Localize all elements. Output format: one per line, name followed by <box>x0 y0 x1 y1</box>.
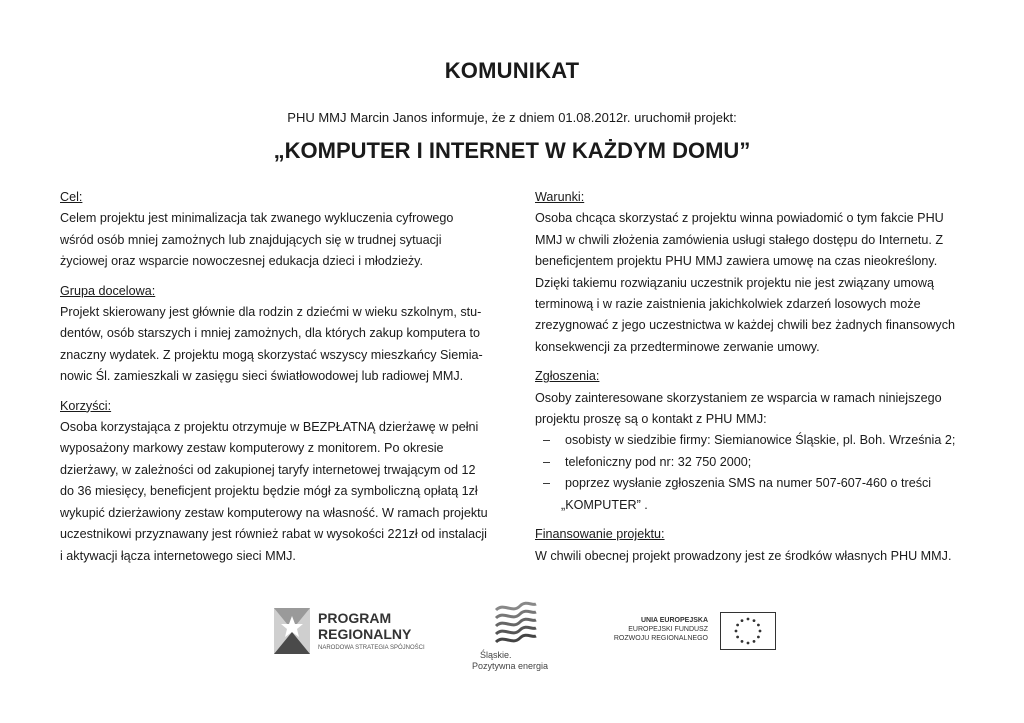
list-item <box>543 452 975 473</box>
section-body <box>535 208 975 358</box>
body-line: beneficjentem projektu PHU MMJ zawiera umowę na czas nieokreślony. <box>535 254 938 269</box>
body-line: wykupić dzierżawiony zestaw komputerowy na własność. W ramach projektu <box>60 505 488 520</box>
section-body <box>535 388 975 431</box>
body-line: do 36 miesięcy, beneficjent projektu będzie mógł za symboliczną opłatą 1zł <box>60 484 478 499</box>
section-heading: Warunki: <box>535 190 585 204</box>
body-line: wyposażony markowy zestaw komputerowy z monitorem. Po okresie <box>60 441 444 456</box>
body-line: terminową i w razie zaistnienia jakichkolwiek zdarzeń losowych może <box>535 297 921 312</box>
body-line: życiowej oraz wsparcie nowoczesnej edukacja dzieci i młodzieży. <box>60 254 424 269</box>
page-title: KOMUNIKAT <box>444 58 580 83</box>
section-korzysci <box>60 396 500 567</box>
body-line: Celem projektu jest minimalizacja tak zwanego wykluczenia cyfrowego <box>60 211 454 226</box>
body-line: zrezygnować z jego uczestnictwa w każdej chwili bez żadnych finansowych <box>535 318 955 333</box>
section-heading: Zgłoszenia: <box>535 369 600 384</box>
body-line: Projekt skierowany jest głównie dla rodzin z dziećmi w wieku szkolnym, stu- <box>60 305 482 320</box>
sms-text: „KOMPUTER” . <box>561 497 648 512</box>
section-heading: Cel: <box>60 190 83 204</box>
program-line2: REGIONALNY <box>318 626 412 642</box>
body-line: Dzięki takiemu rozwiązaniu uczestnik projektu nie jest związany umową <box>535 275 934 290</box>
body-line: Osoba chcąca skorzystać z projektu winna powiadomić o tym fakcie PHU <box>535 211 944 226</box>
program-regionalny-emblem-icon <box>270 606 314 656</box>
eu-logo <box>600 612 780 656</box>
section-heading: Korzyści: <box>60 398 112 413</box>
body-line: konsekwencji za przedterminowe zerwanie umowy. <box>535 339 820 354</box>
eu-flag-icon <box>720 612 776 650</box>
list-item <box>543 430 975 451</box>
body-line: projektu proszę są o kontakt z PHU MMJ: <box>535 412 767 427</box>
body-line: znaczny wydatek. Z projektu mogą skorzystać wszyscy mieszkańcy Siemia- <box>60 347 483 362</box>
body-line: nowic Śl. zamieszkali w zasięgu sieci światłowodowej lub radiowej MMJ. <box>60 369 464 384</box>
dash-marker: – <box>543 433 551 448</box>
slaskie-line2: Pozytywna energia <box>472 661 549 671</box>
body-line: W chwili obecnej projekt prowadzony jest ze środków własnych PHU MMJ. <box>535 548 952 563</box>
section-body <box>60 208 500 272</box>
body-line: i aktywacji łącza internetowego sieci MMJ. <box>60 548 296 563</box>
right-column <box>535 187 975 575</box>
eu-line2: EUROPEJSKI FUNDUSZ <box>628 626 708 633</box>
project-name: „KOMPUTER I INTERNET W KAŻDYM DOMU” <box>273 138 751 163</box>
slaskie-logo <box>470 600 560 672</box>
program-line1: PROGRAM <box>318 610 392 626</box>
slaskie-line1: Śląskie. <box>480 650 512 660</box>
body-line: dzierżawy, w zależności od zakupionej taryfy internetowej trwającym od 12 <box>60 462 476 477</box>
list-item <box>543 473 975 516</box>
body-line: uczestnikowi przyznawany jest również rabat w wysokości 221zł od instalacji <box>60 527 487 542</box>
slaskie-waves-icon <box>490 600 540 648</box>
list-item-text: telefoniczny pod nr: 32 750 2000; <box>565 454 752 469</box>
body-line: Osoba korzystająca z projektu otrzymuje w BEZPŁATNĄ dzierżawę w pełni <box>60 420 479 435</box>
eu-line3: ROZWOJU REGIONALNEGO <box>613 635 708 642</box>
dash-marker: – <box>543 476 551 491</box>
section-grupa-docelowa <box>60 281 500 388</box>
eu-text <box>614 616 708 643</box>
body-line: dentów, osób starszych i mniej zamożnych, dla których zakup komputera to <box>60 326 480 341</box>
section-body <box>535 546 975 567</box>
contact-list <box>535 430 975 516</box>
footer-logos <box>0 596 1024 676</box>
section-heading: Grupa docelowa: <box>60 283 156 298</box>
section-body <box>60 302 500 388</box>
intro-text: PHU MMJ Marcin Janos informuje, że z dniem 01.08.2012r. uruchomił projekt: <box>287 110 737 125</box>
dash-marker: – <box>543 454 551 469</box>
section-finansowanie <box>535 524 975 567</box>
program-regionalny-logo <box>270 604 450 660</box>
section-warunki <box>535 187 975 358</box>
section-zgloszenia <box>535 366 975 516</box>
program-line3: NARODOWA STRATEGIA SPÓJNOŚCI <box>318 645 425 651</box>
list-item-text: poprzez wysłanie zgłoszenia SMS na numer 507-607-460 o treści <box>565 476 932 491</box>
section-cel <box>60 187 500 273</box>
left-column <box>60 187 500 575</box>
section-heading: Finansowanie projektu: <box>535 527 665 542</box>
body-line: Osoby zainteresowane skorzystaniem ze wsparcia w ramach niniejszego <box>535 390 942 405</box>
body-line: wśród osób mniej zamożnych lub znajdujących się w trudnej sytuacji <box>60 232 442 247</box>
body-line: MMJ w chwili złożenia zamówienia usługi stałego dostępu do Internetu. Z <box>535 232 944 247</box>
list-item-text: osobisty w siedzibie firmy: Siemianowice Śląskie, pl. Boh. Września 2; <box>565 433 956 448</box>
section-body <box>60 417 500 567</box>
eu-line1: UNIA EUROPEJSKA <box>640 617 708 624</box>
